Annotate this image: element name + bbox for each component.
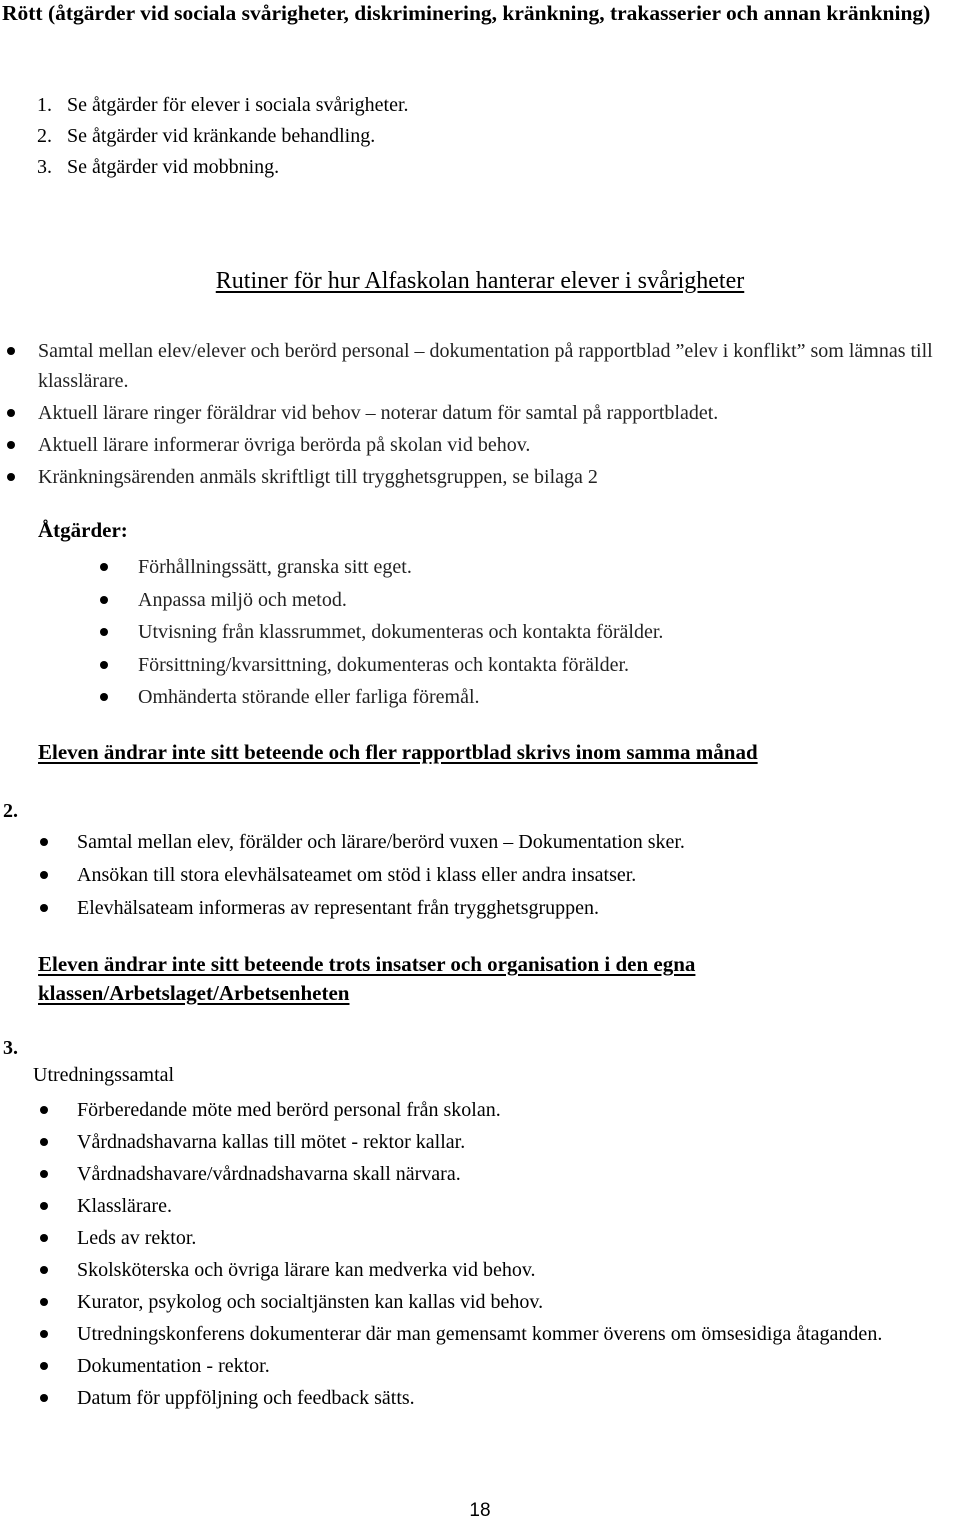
list-item-text: Aktuell lärare ringer föräldrar vid behov – noterar datum för samtal på rapportbladet. [38, 402, 719, 424]
list-item [77, 859, 947, 892]
bullet-icon [40, 1106, 48, 1114]
list-item [77, 1158, 960, 1190]
list-item-text: Elevhälsateam informeras av representant från trygghetsgruppen. [77, 897, 600, 919]
step2-number: 2. [3, 800, 18, 822]
list-item-text: Vårdnadshavarna kallas till mötet - rektor kallar. [77, 1131, 466, 1153]
step3-intro: Utredningssamtal [33, 1064, 175, 1086]
list-item-text: Samtal mellan elev, förälder och lärare/berörd vuxen – Dokumentation sker. [77, 831, 685, 853]
list-item-text: Förberedande möte med berörd personal från skolan. [77, 1099, 501, 1121]
bullet-icon [40, 1170, 48, 1178]
list-item-text: Utvisning från klassrummet, dokumenteras och kontakta förälder. [138, 621, 664, 643]
item-text: Se åtgärder för elever i sociala svårigheter. [67, 94, 409, 116]
list-item [77, 1286, 960, 1318]
bullet-icon [40, 1330, 48, 1338]
list-item [77, 1350, 960, 1382]
bullet-icon [40, 1234, 48, 1242]
item-number: 3. [37, 156, 52, 178]
list-item [138, 584, 938, 617]
bullet-icon [100, 661, 108, 669]
item-number: 2. [37, 125, 52, 147]
list-item-text: Datum för uppföljning och feedback sätts. [77, 1387, 415, 1409]
list-item-text: Kurator, psykolog och socialtjänsten kan kallas vid behov. [77, 1291, 544, 1313]
step3-list [77, 1094, 960, 1414]
list-item [77, 1094, 960, 1126]
list-item [138, 681, 938, 714]
routine-list [38, 336, 953, 494]
list-item [138, 551, 938, 584]
numbered-list-item [37, 90, 409, 121]
list-item [77, 1318, 960, 1350]
list-item [38, 398, 953, 428]
item-text: Se åtgärder vid kränkande behandling. [67, 125, 376, 147]
bullet-icon [100, 596, 108, 604]
list-item-text: Ansökan till stora elevhälsateamet om stöd i klass eller andra insatser. [77, 864, 637, 886]
numbered-list-item [37, 152, 409, 183]
numbered-list-item [37, 121, 409, 152]
list-item [38, 462, 953, 492]
list-item-text: Försittning/kvarsittning, dokumenteras och kontakta förälder. [138, 653, 630, 676]
section-heading: Rött (åtgärder vid sociala svårigheter, diskriminering, kränkning, trakasserier och annan kränkning) [2, 1, 931, 25]
item-number: 1. [37, 94, 52, 116]
bullet-icon [40, 1298, 48, 1306]
list-item-text: Förhållningssätt, granska sitt eget. [138, 556, 412, 578]
bullet-icon [7, 347, 15, 355]
list-item-text: Leds av rektor. [77, 1227, 197, 1249]
list-item-text: Vårdnadshavare/vårdnadshavarna skall närvara. [77, 1163, 461, 1185]
bullet-icon [40, 1394, 48, 1402]
atgarder-list [138, 551, 938, 714]
atgarder-label: Åtgärder: [38, 518, 128, 542]
list-item-text: Skolsköterska och övriga lärare kan medverka vid behov. [77, 1259, 536, 1281]
bullet-icon [7, 441, 15, 449]
bullet-icon [40, 1266, 48, 1274]
list-item [77, 1222, 960, 1254]
bullet-icon [7, 473, 15, 481]
list-item [77, 1126, 960, 1158]
bullet-icon [40, 871, 48, 879]
list-item [38, 336, 953, 396]
numbered-list [37, 90, 409, 183]
step3-heading: Eleven ändrar inte sitt beteende trots insatser och organisation i den egna klassen/Arbetslaget/Arbetsenheten [38, 952, 696, 1005]
list-item-text: Aktuell lärare informerar övriga berörda på skolan vid behov. [38, 434, 531, 456]
bullet-icon [40, 1138, 48, 1146]
step2-heading: Eleven ändrar inte sitt beteende och fler rapportblad skrivs inom samma månad [38, 740, 758, 764]
bullet-icon [100, 628, 108, 636]
bullet-icon [40, 904, 48, 912]
list-item-text: Anpassa miljö och metod. [138, 588, 347, 611]
list-item [77, 1254, 960, 1286]
list-item-text: Omhänderta störande eller farliga föremål. [138, 686, 480, 708]
list-item [138, 649, 938, 682]
bullet-icon [40, 1202, 48, 1210]
page-number: 18 [469, 1500, 491, 1521]
bullet-icon [100, 563, 108, 571]
bullet-icon [7, 409, 15, 417]
list-item [38, 430, 953, 460]
list-item [138, 616, 938, 649]
step2-list [77, 826, 947, 925]
document-title: Rutiner för hur Alfaskolan hanterar elever i svårigheter [215, 268, 745, 294]
bullet-icon [40, 1362, 48, 1370]
list-item-text: Samtal mellan elev/elever och berörd personal – dokumentation på rapportblad ”elev i konflikt” som lämnas till klasslärare. [38, 340, 933, 392]
list-item-text: Klasslärare. [77, 1195, 172, 1217]
list-item [77, 892, 947, 925]
list-item-text: Kränkningsärenden anmäls skriftligt till trygghetsgruppen, se bilaga 2 [38, 466, 598, 488]
list-item [77, 1190, 960, 1222]
bullet-icon [100, 693, 108, 701]
list-item [77, 1382, 960, 1414]
step3-number: 3. [3, 1037, 18, 1059]
list-item-text: Utredningskonferens dokumenterar där man gemensamt kommer överens om ömsesidiga åtaganden. [77, 1323, 883, 1345]
list-item-text: Dokumentation - rektor. [77, 1355, 270, 1377]
bullet-icon [40, 838, 48, 846]
list-item [77, 826, 947, 859]
item-text: Se åtgärder vid mobbning. [67, 156, 280, 178]
